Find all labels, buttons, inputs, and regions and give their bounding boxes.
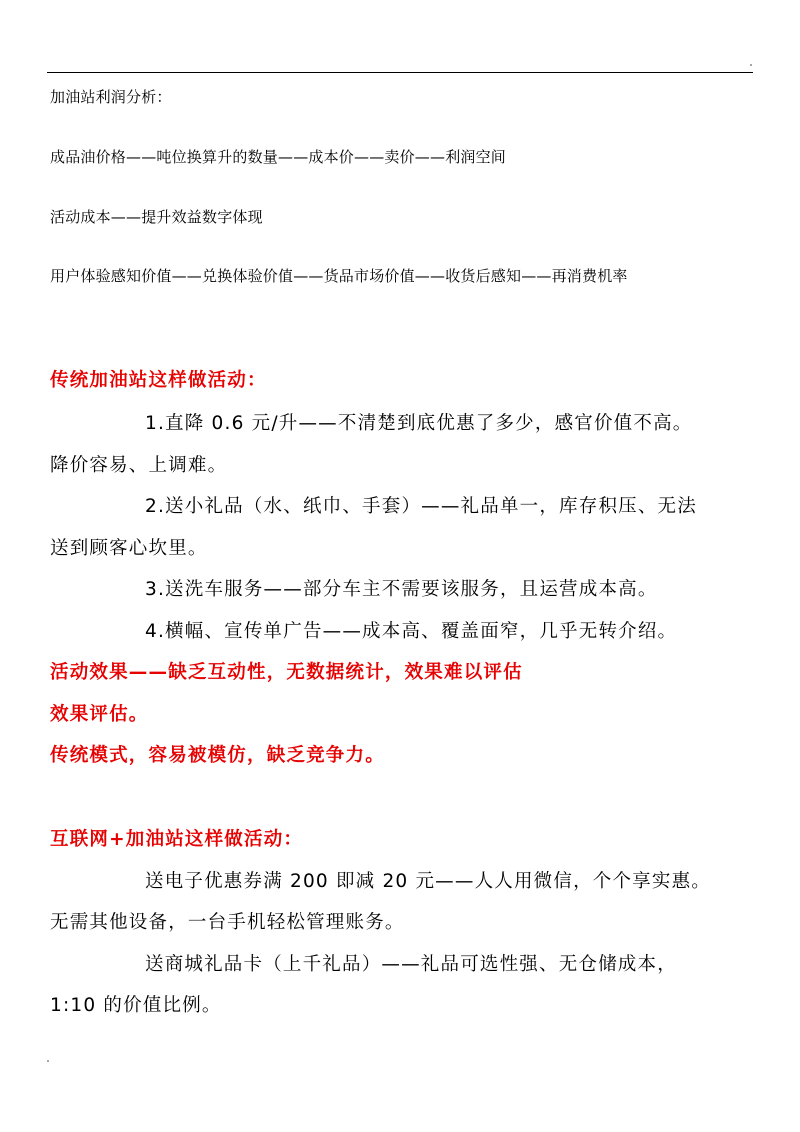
internet-item-1: 送电子优惠券满 200 即减 20 元——人人用微信，个个享实惠。	[145, 871, 711, 892]
effect-evaluation-text: 效果评估。	[50, 704, 149, 725]
internet-heading: 互联网+加油站这样做活动：	[50, 829, 304, 850]
price-chain-text: 成品油价格——吨位换算升的数量——成本价——卖价——利润空间	[50, 148, 507, 166]
activity-effect-text: 活动效果——缺乏互动性，无数据统计，效果难以评估	[50, 662, 523, 683]
traditional-item-1-continued: 降价容易、上调难。	[50, 455, 228, 476]
traditional-item-1: 1.直降 0.6 元/升——不清楚到底优惠了多少，感官价值不高。	[145, 413, 693, 434]
traditional-item-2-continued: 送到顾客心坎里。	[50, 538, 208, 559]
traditional-heading: 传统加油站这样做活动：	[50, 370, 267, 391]
traditional-item-2: 2.送小礼品（水、纸巾、手套）——礼品单一，库存积压、无法	[145, 496, 697, 517]
internet-item-1-continued: 无需其他设备，一台手机轻松管理账务。	[50, 912, 405, 933]
activity-cost-text: 活动成本——提升效益数字体现	[50, 208, 263, 226]
traditional-model-text: 传统模式，容易被模仿，缺乏竞争力。	[50, 745, 385, 766]
profit-analysis-heading: 加油站利润分析：	[50, 88, 172, 106]
header-rule	[47, 72, 753, 73]
footer-corner-mark	[47, 1060, 49, 1062]
traditional-item-3: 3.送洗车服务——部分车主不需要该服务，且运营成本高。	[145, 579, 658, 600]
header-corner-mark	[750, 64, 752, 66]
traditional-item-4: 4.横幅、宣传单广告——成本高、覆盖面窄，几乎无转介绍。	[145, 621, 678, 642]
internet-item-2-continued: 1:10 的价值比例。	[50, 995, 222, 1016]
user-value-chain-text: 用户体验感知价值——兑换体验价值——货品市场价值——收货后感知——再消费机率	[50, 267, 628, 285]
internet-item-2: 送商城礼品卡（上千礼品）——礼品可选性强、无仓储成本，	[145, 954, 677, 975]
